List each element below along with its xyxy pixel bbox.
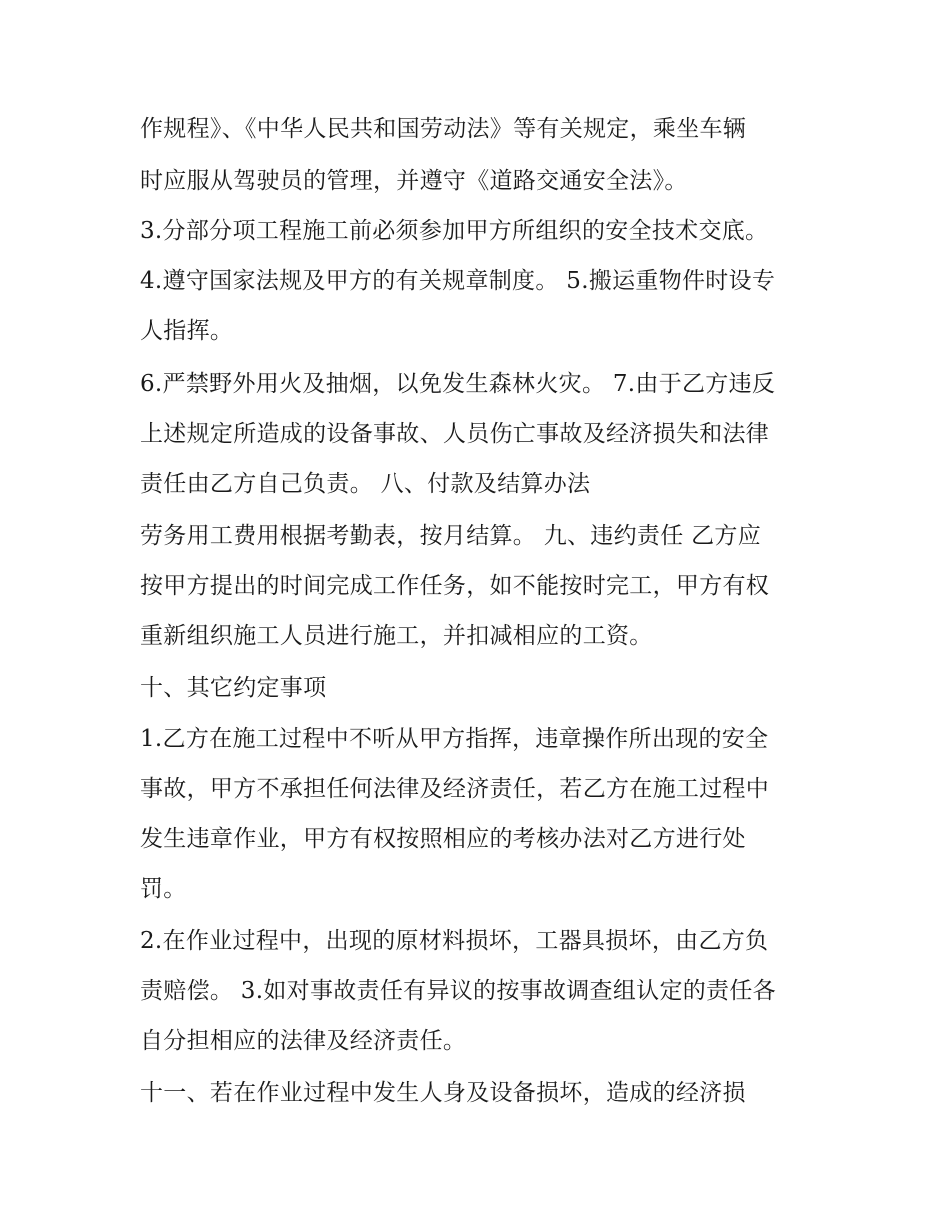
text-line: 罚。	[140, 876, 187, 902]
text-line: 劳务用工费用根据考勤表，按月结算。 九、违约责任 乙方应	[140, 523, 762, 549]
text-line: 按甲方提出的时间完成工作任务，如不能按时完工，甲方有权	[140, 573, 770, 599]
text-line: 发生违章作业，甲方有权按照相应的考核办法对乙方进行处	[140, 826, 746, 852]
text-line: 十、其它约定事项	[140, 675, 327, 701]
text-line: 3.分部分项工程施工前必须参加甲方所组织的安全技术交底。	[140, 218, 769, 244]
text-line: 重新组织施工人员进行施工，并扣减相应的工资。	[140, 623, 653, 649]
text-line: 时应服从驾驶员的管理，并遵守《道路交通安全法》。	[140, 168, 688, 194]
text-line: 责任由乙方自己负责。 八、付款及结算办法	[140, 471, 591, 497]
text-line: 6.严禁野外用火及抽烟，以免发生森林火灾。 7.由于乙方违反	[140, 371, 776, 397]
text-line: 上述规定所造成的设备事故、人员伤亡事故及经济损失和法律	[140, 421, 770, 447]
text-line: 十一、若在作业过程中发生人身及设备损坏，造成的经济损	[140, 1080, 746, 1106]
text-line: 作规程》、《中华人民共和国劳动法》等有关规定，乘坐车辆	[140, 116, 747, 142]
text-line: 人指挥。	[140, 318, 234, 344]
text-line: 1.乙方在施工过程中不听从甲方指挥，违章操作所出现的安全	[140, 726, 769, 752]
text-line: 责赔偿。 3.如对事故责任有异议的按事故调查组认定的责任各	[140, 978, 776, 1004]
text-line: 事故，甲方不承担任何法律及经济责任，若乙方在施工过程中	[140, 776, 770, 802]
text-line: 4.遵守国家法规及甲方的有关规章制度。 5.搬运重物件时设专	[140, 268, 776, 294]
text-line: 自分担相应的法律及经济责任。	[140, 1028, 467, 1054]
text-line: 2.在作业过程中，出现的原材料损坏，工器具损坏，由乙方负	[140, 928, 769, 954]
